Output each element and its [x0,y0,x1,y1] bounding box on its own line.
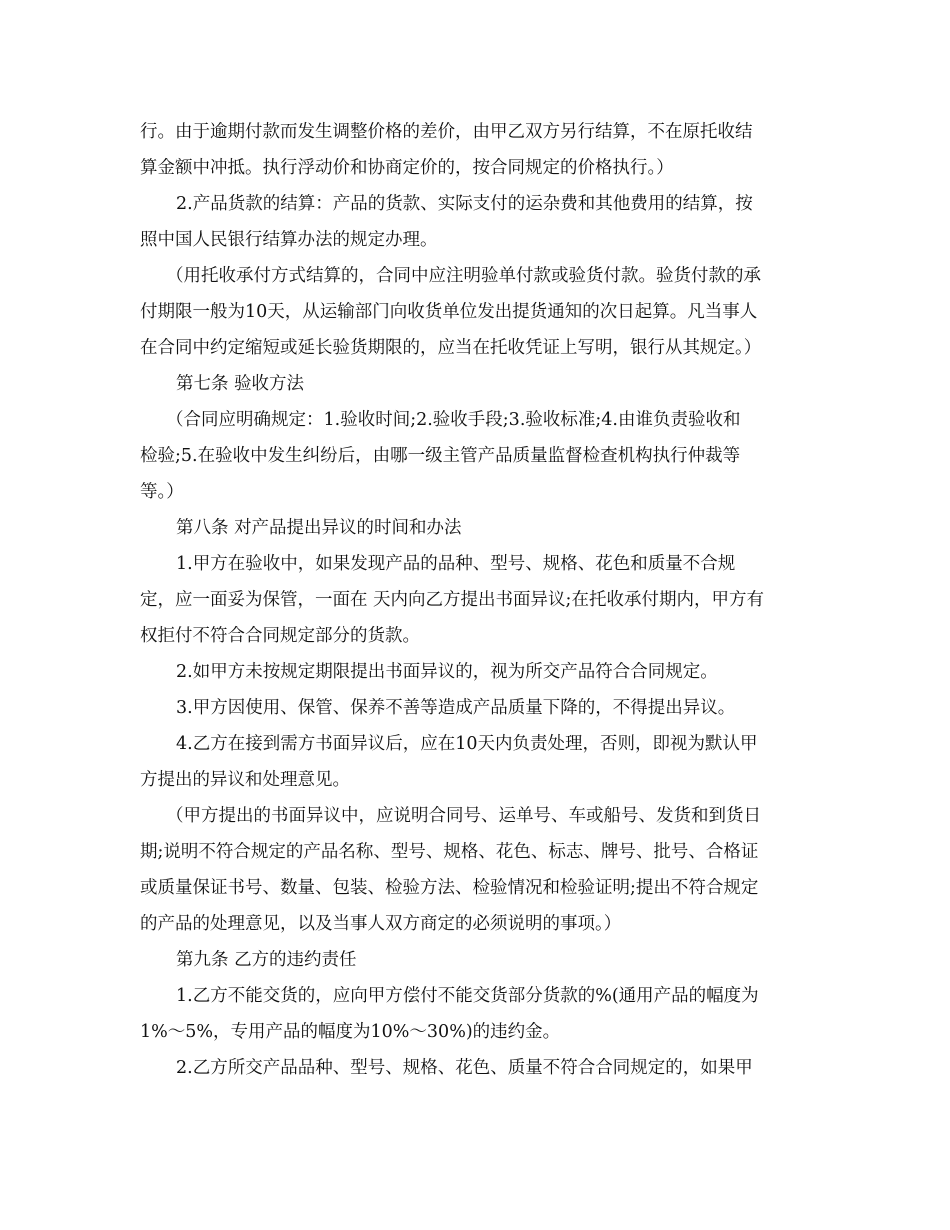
text-line: 3.甲方因使用、保管、保养不善等造成产品质量下降的，不得提出异议。 [176,698,736,718]
section-heading: 第七条 验收方法 [176,374,305,394]
text-line: 2.乙方所交产品品种、型号、规格、花色、质量不符合合同规定的，如果甲 [176,1058,753,1078]
text-line: 付期限一般为10天，从运输部门向收货单位发出提货通知的次日起算。凡当事人 [140,302,758,322]
text-line: 算金额中冲抵。执行浮动价和协商定价的，按合同规定的价格执行。） [140,158,674,178]
text-line: 的产品的处理意见，以及当事人双方商定的必须说明的事项。） [140,914,622,934]
section-heading: 第八条 对产品提出异议的时间和办法 [176,518,462,538]
text-line: 1.甲方在验收中，如果发现产品的品种、型号、规格、花色和质量不合规 [176,554,736,574]
text-line: 4.乙方在接到需方书面异议后，应在10天内负责处理，否则，即视为默认甲 [176,734,758,754]
text-line: 2.产品货款的结算：产品的货款、实际支付的运杂费和其他费用的结算，按 [176,194,753,214]
text-line: 权拒付不符合合同规定部分的货款。 [140,626,420,646]
text-line: （合同应明确规定：1.验收时间;2.验收手段;3.验收标准;4.由谁负责验收和 [166,410,741,430]
text-line: 检验;5.在验收中发生纠纷后，由哪一级主管产品质量监督检查机构执行仲裁等 [140,446,741,466]
text-line: 照中国人民银行结算办法的规定办理。 [140,230,438,250]
text-line: 方提出的异议和处理意见。 [140,770,350,790]
text-line: （用托收承付方式结算的，合同中应注明验单付款或验货付款。验货付款的承 [166,266,761,286]
text-line: 定，应一面妥为保管，一面在 天内向乙方提出书面异议;在托收承付期内，甲方有 [140,590,764,610]
text-line: 1%～5%，专用产品的幅度为10%～30%)的违约金。 [140,1022,561,1042]
section-heading: 第九条 乙方的违约责任 [176,950,357,970]
text-line: 或质量保证书号、数量、包装、检验方法、检验情况和检验证明;提出不符合规定 [140,878,759,898]
text-line: 2.如甲方未按规定期限提出书面异议的，视为所交产品符合合同规定。 [176,662,718,682]
text-line: 在合同中约定缩短或延长验货期限的，应当在托收凭证上写明，银行从其规定。） [140,338,762,358]
text-line: （甲方提出的书面异议中，应说明合同号、运单号、车或船号、发货和到货日 [166,806,761,826]
text-line: 等。） [140,482,184,502]
text-line: 1.乙方不能交货的，应向甲方偿付不能交货部分货款的%(通用产品的幅度为 [176,986,759,1006]
text-line: 期;说明不符合规定的产品名称、型号、规格、花色、标志、牌号、批号、合格证 [140,842,759,862]
text-line: 行。由于逾期付款而发生调整价格的差价，由甲乙双方另行结算，不在原托收结 [140,122,753,142]
